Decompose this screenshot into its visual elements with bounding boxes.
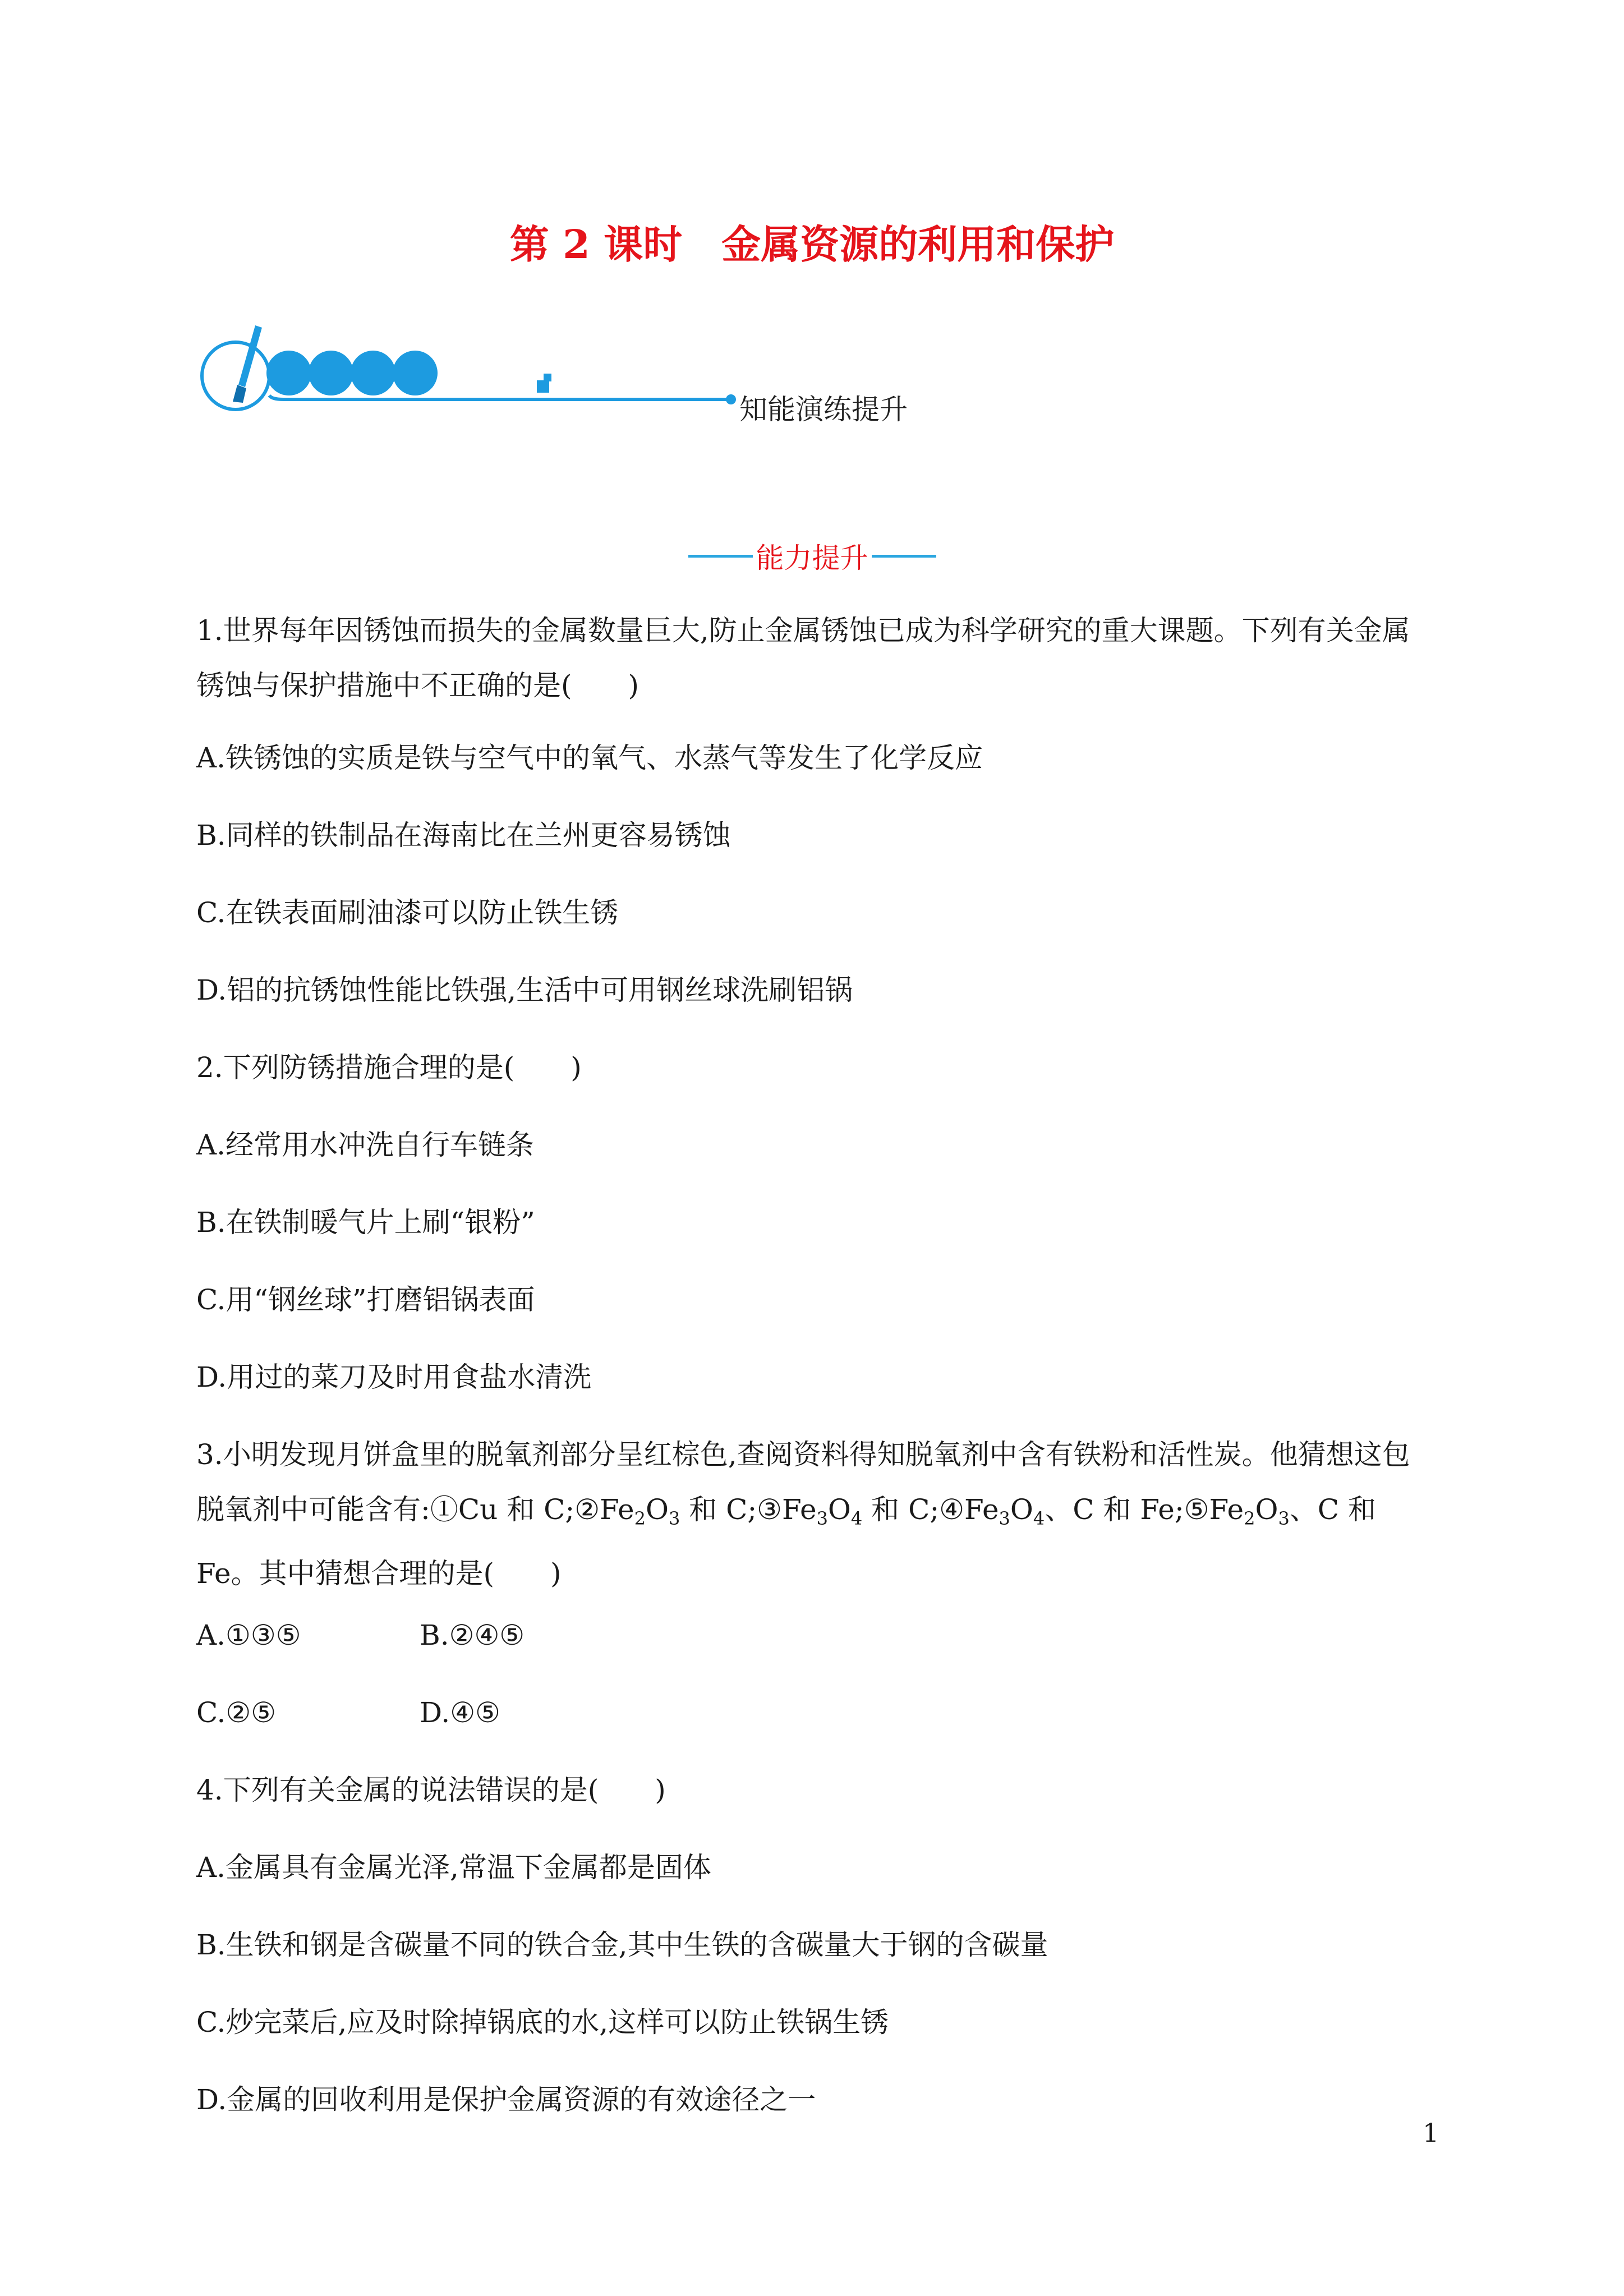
rule-right xyxy=(872,555,936,558)
banner-dot xyxy=(266,351,311,395)
banner-label: 知能演练提升 xyxy=(739,393,908,426)
section-label: 能力提升 xyxy=(756,542,868,574)
page-number: 1 xyxy=(1423,2118,1439,2148)
question-2-stem: 2.下列防锈措施合理的是( ) xyxy=(196,1051,582,1084)
question-1-option-d: D.铝的抗锈蚀性能比铁强,生活中可用钢丝球洗刷铝锅 xyxy=(196,974,853,1006)
question-2-option-d: D.用过的菜刀及时用食盐水清洗 xyxy=(196,1361,592,1393)
section-header xyxy=(0,536,1624,576)
question-1-stem: 1.世界每年因锈蚀而损失的金属数量巨大,防止金属锈蚀已成为科学研究的重大课题。下列有关金属锈蚀与保护措施中不正确的是( ) xyxy=(196,614,1410,702)
rule-left xyxy=(688,555,753,558)
question-1-option-a: A.铁锈蚀的实质是铁与空气中的氧气、水蒸气等发生了化学反应 xyxy=(196,742,983,774)
question-3-option-b: B.②④⑤ xyxy=(420,1619,525,1651)
question-4-option-b: B.生铁和钢是含碳量不同的铁合金,其中生铁的含碳量大于钢的含碳量 xyxy=(196,1929,1048,1961)
page-title: 第 2 课时 金属资源的利用和保护 xyxy=(509,221,1115,268)
question-2-option-c: C.用“钢丝球”打磨铝锅表面 xyxy=(196,1283,535,1316)
question-2-option-a: A.经常用水冲洗自行车链条 xyxy=(196,1129,535,1161)
question-2-option-b: B.在铁制暖气片上刷“银粉” xyxy=(196,1206,535,1239)
question-1-option-c: C.在铁表面刷油漆可以防止铁生锈 xyxy=(196,896,619,929)
question-4-option-a: A.金属具有金属光泽,常温下金属都是固体 xyxy=(196,1851,711,1884)
question-4-stem: 4.下列有关金属的说法错误的是( ) xyxy=(196,1774,666,1806)
banner-dot xyxy=(393,351,438,395)
banner-dot xyxy=(351,351,395,395)
question-3-option-c: C.②⑤ xyxy=(196,1696,277,1729)
question-3-option-a: A.①③⑤ xyxy=(196,1619,301,1651)
square-icon xyxy=(537,380,549,393)
question-3-option-d: D.④⑤ xyxy=(420,1696,500,1729)
question-1-option-b: B.同样的铁制品在海南比在兰州更容易锈蚀 xyxy=(196,819,731,852)
question-4-option-d: D.金属的回收利用是保护金属资源的有效途径之一 xyxy=(196,2083,816,2116)
banner-dot xyxy=(309,351,353,395)
question-4-option-c: C.炒完菜后,应及时除掉锅底的水,这样可以防止铁锅生锈 xyxy=(196,2006,889,2039)
question-3-stem: 3.小明发现月饼盒里的脱氧剂部分呈红棕色,查阅资料得知脱氧剂中含有铁粉和活性炭。他猜想这包脱氧剂中可能含有:①Cu 和 $C;②Fe_2O_3$ 和 $C;③Fe_3O_4$ 和 $C;④Fe_3O_4$、C 和 $Fe;⑤Fe_2O_3$、C 和 Fe。其中猜想合理的是( ) xyxy=(196,1438,1410,1590)
